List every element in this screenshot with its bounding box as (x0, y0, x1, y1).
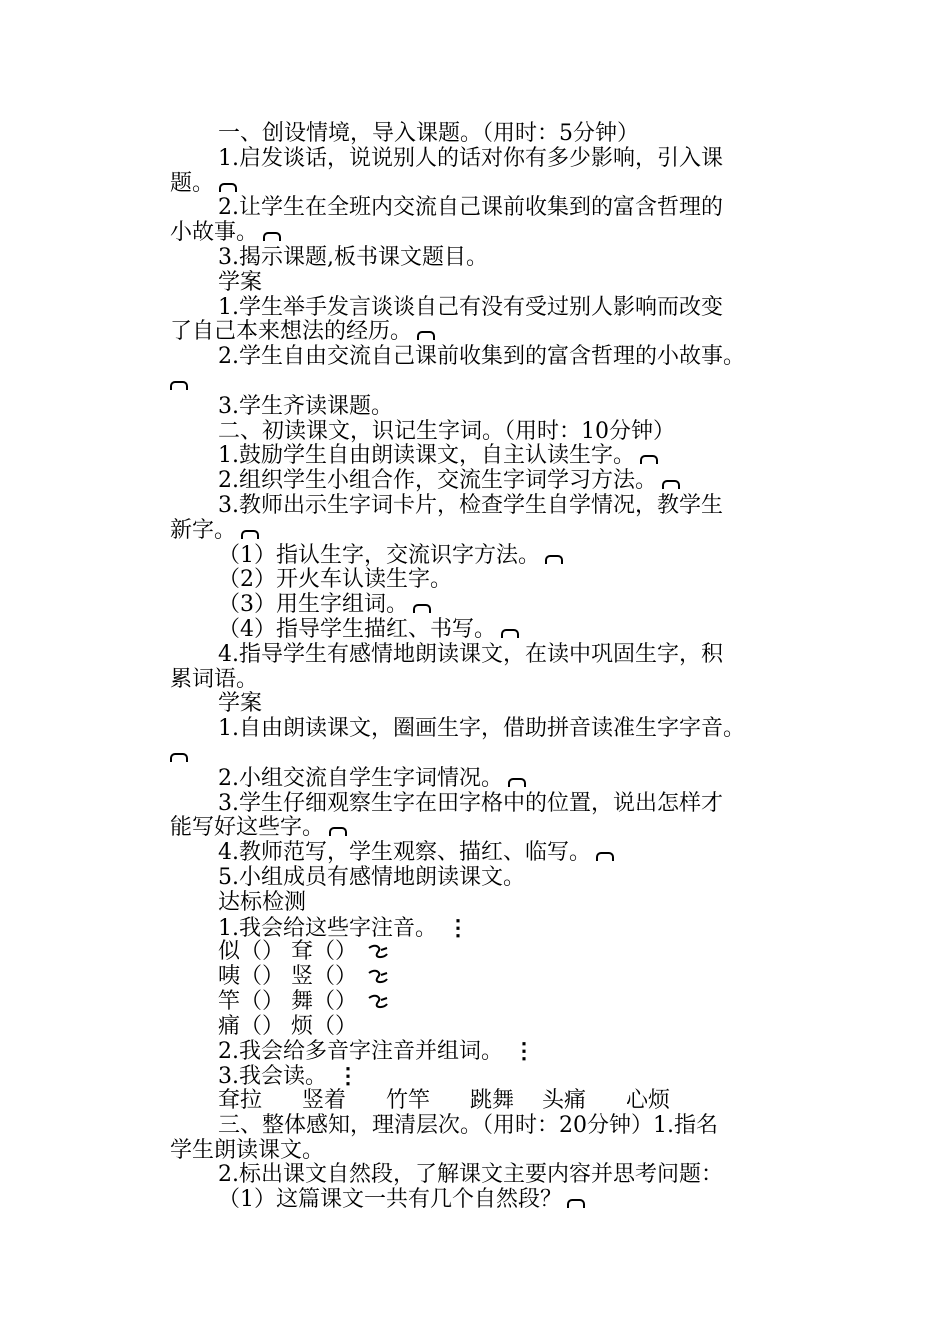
edit-mark-icon (545, 555, 563, 564)
exercise-line: 2.我会给多音字注音并组词。 ⋮ (218, 1038, 535, 1065)
word-item: 竖着 (302, 1088, 347, 1114)
paragraph-line: 3.教师出示生字词卡片，检查学生自学情况，教学生 (218, 492, 723, 518)
section-heading-1: 一、创设情境，导入课题。（用时：5分钟） (218, 121, 639, 146)
paragraph-line: 累词语。 (170, 666, 259, 692)
paragraph-line: 4.指导学生有感情地朗读课文，在读中巩固生字，积 (218, 641, 723, 667)
edit-mark-icon (170, 753, 188, 762)
paragraph-line: 2.组织学生小组合作，交流生字词学习方法。 (170, 469, 785, 494)
word-item: 竹竿 (386, 1088, 431, 1114)
edit-mark-icon (640, 455, 658, 464)
paragraph-line: （1）指认生字，交流识字方法。 (170, 544, 785, 569)
paragraph-line: （1）这篇课文一共有几个自然段？ (170, 1188, 785, 1213)
paragraph-line: 小故事。 (170, 221, 785, 246)
paragraph-line: 4.教师范写，学生观察、描红、临写。 (170, 841, 785, 866)
paragraph-line: 题。 (170, 172, 785, 197)
exercise-line: 痛（） 烦（） (218, 1013, 357, 1039)
section-heading-2: 二、初读课文，识记生字词。（用时：10分钟） (218, 418, 675, 444)
subheading-xuean: 学案 (218, 269, 263, 295)
word-item: 心烦 (626, 1088, 671, 1114)
edit-mark-icon (170, 381, 188, 390)
paragraph-line: 能写好这些字。 (170, 816, 785, 841)
paragraph-line: （3）用生字组词。 (170, 593, 785, 618)
paragraph-line: 5.小组成员有感情地朗读课文。 (218, 864, 525, 890)
edit-mark-icon (501, 629, 519, 638)
document-body (170, 122, 785, 1213)
exercise-line: 1.我会给这些字注音。 ⋮ (218, 914, 469, 941)
squiggle-icon (367, 944, 389, 960)
exercise-line: 似（） 耷（） (170, 940, 785, 965)
paragraph-line: 2.学生自由交流自己课前收集到的富含哲理的小故事。 (218, 344, 745, 370)
paragraph-line: 了自己本来想法的经历。 (170, 320, 785, 345)
squiggle-icon (367, 969, 389, 985)
word-item: 耷拉 (218, 1088, 263, 1114)
section-heading-3: 三、整体感知，理清层次。（用时：20分钟）1.指名 (218, 1112, 718, 1138)
edit-mark-line (170, 742, 785, 767)
word-item: 头痛 (542, 1088, 587, 1114)
paragraph-line: 3.学生齐读课题。 (218, 393, 393, 419)
word-item: 跳舞 (470, 1088, 515, 1114)
edit-mark-icon (567, 1199, 585, 1208)
edit-mark-icon (508, 778, 526, 787)
exercise-line: 竿（） 舞（） (170, 990, 785, 1015)
exercise-line: 咦（） 竖（） (170, 965, 785, 990)
word-list (170, 1089, 785, 1114)
edit-mark-icon (329, 827, 347, 836)
paragraph-line: 2.标出课文自然段，了解课文主要内容并思考问题： (218, 1162, 723, 1188)
squiggle-icon (367, 994, 389, 1010)
vertical-dots-icon: ⋮ (337, 1063, 359, 1090)
vertical-dots-icon: ⋮ (447, 914, 469, 941)
edit-mark-icon (219, 183, 237, 192)
paragraph-line: 1.自由朗读课文，圈画生字，借助拼音读准生字字音。 (218, 716, 745, 742)
paragraph-line: 2.让学生在全班内交流自己课前收集到的富含哲理的 (218, 195, 723, 221)
edit-mark-icon (662, 480, 680, 489)
paragraph-line: 1.学生举手发言谈谈自己有没有受过别人影响而改变 (218, 294, 723, 320)
edit-mark-icon (413, 604, 431, 613)
subheading-dabiao: 达标检测 (218, 889, 307, 915)
paragraph-line: 1.启发谈话，说说别人的话对你有多少影响，引入课 (218, 145, 723, 171)
vertical-dots-icon: ⋮ (513, 1038, 535, 1065)
paragraph-line: 新字。 (170, 519, 785, 544)
edit-mark-icon (263, 232, 281, 241)
paragraph-line: （2）开火车认读生字。 (218, 567, 452, 593)
edit-mark-line (170, 370, 785, 395)
paragraph-line: 1.鼓励学生自由朗读课文，自主认读生字。 (170, 444, 785, 469)
edit-mark-icon (241, 530, 259, 539)
paragraph-line: 3.揭示课题,板书课文题目。 (218, 244, 488, 270)
paragraph-line: 3.学生仔细观察生字在田字格中的位置，说出怎样才 (218, 790, 723, 816)
edit-mark-icon (417, 331, 435, 340)
subheading-xuean: 学案 (218, 691, 263, 717)
paragraph-line: 2.小组交流自学生字词情况。 (170, 767, 785, 792)
edit-mark-icon (596, 852, 614, 861)
paragraph-line: （4）指导学生描红、书写。 (170, 618, 785, 643)
paragraph-line: 学生朗读课文。 (170, 1137, 325, 1163)
exercise-line: 3.我会读。 ⋮ (218, 1063, 359, 1090)
